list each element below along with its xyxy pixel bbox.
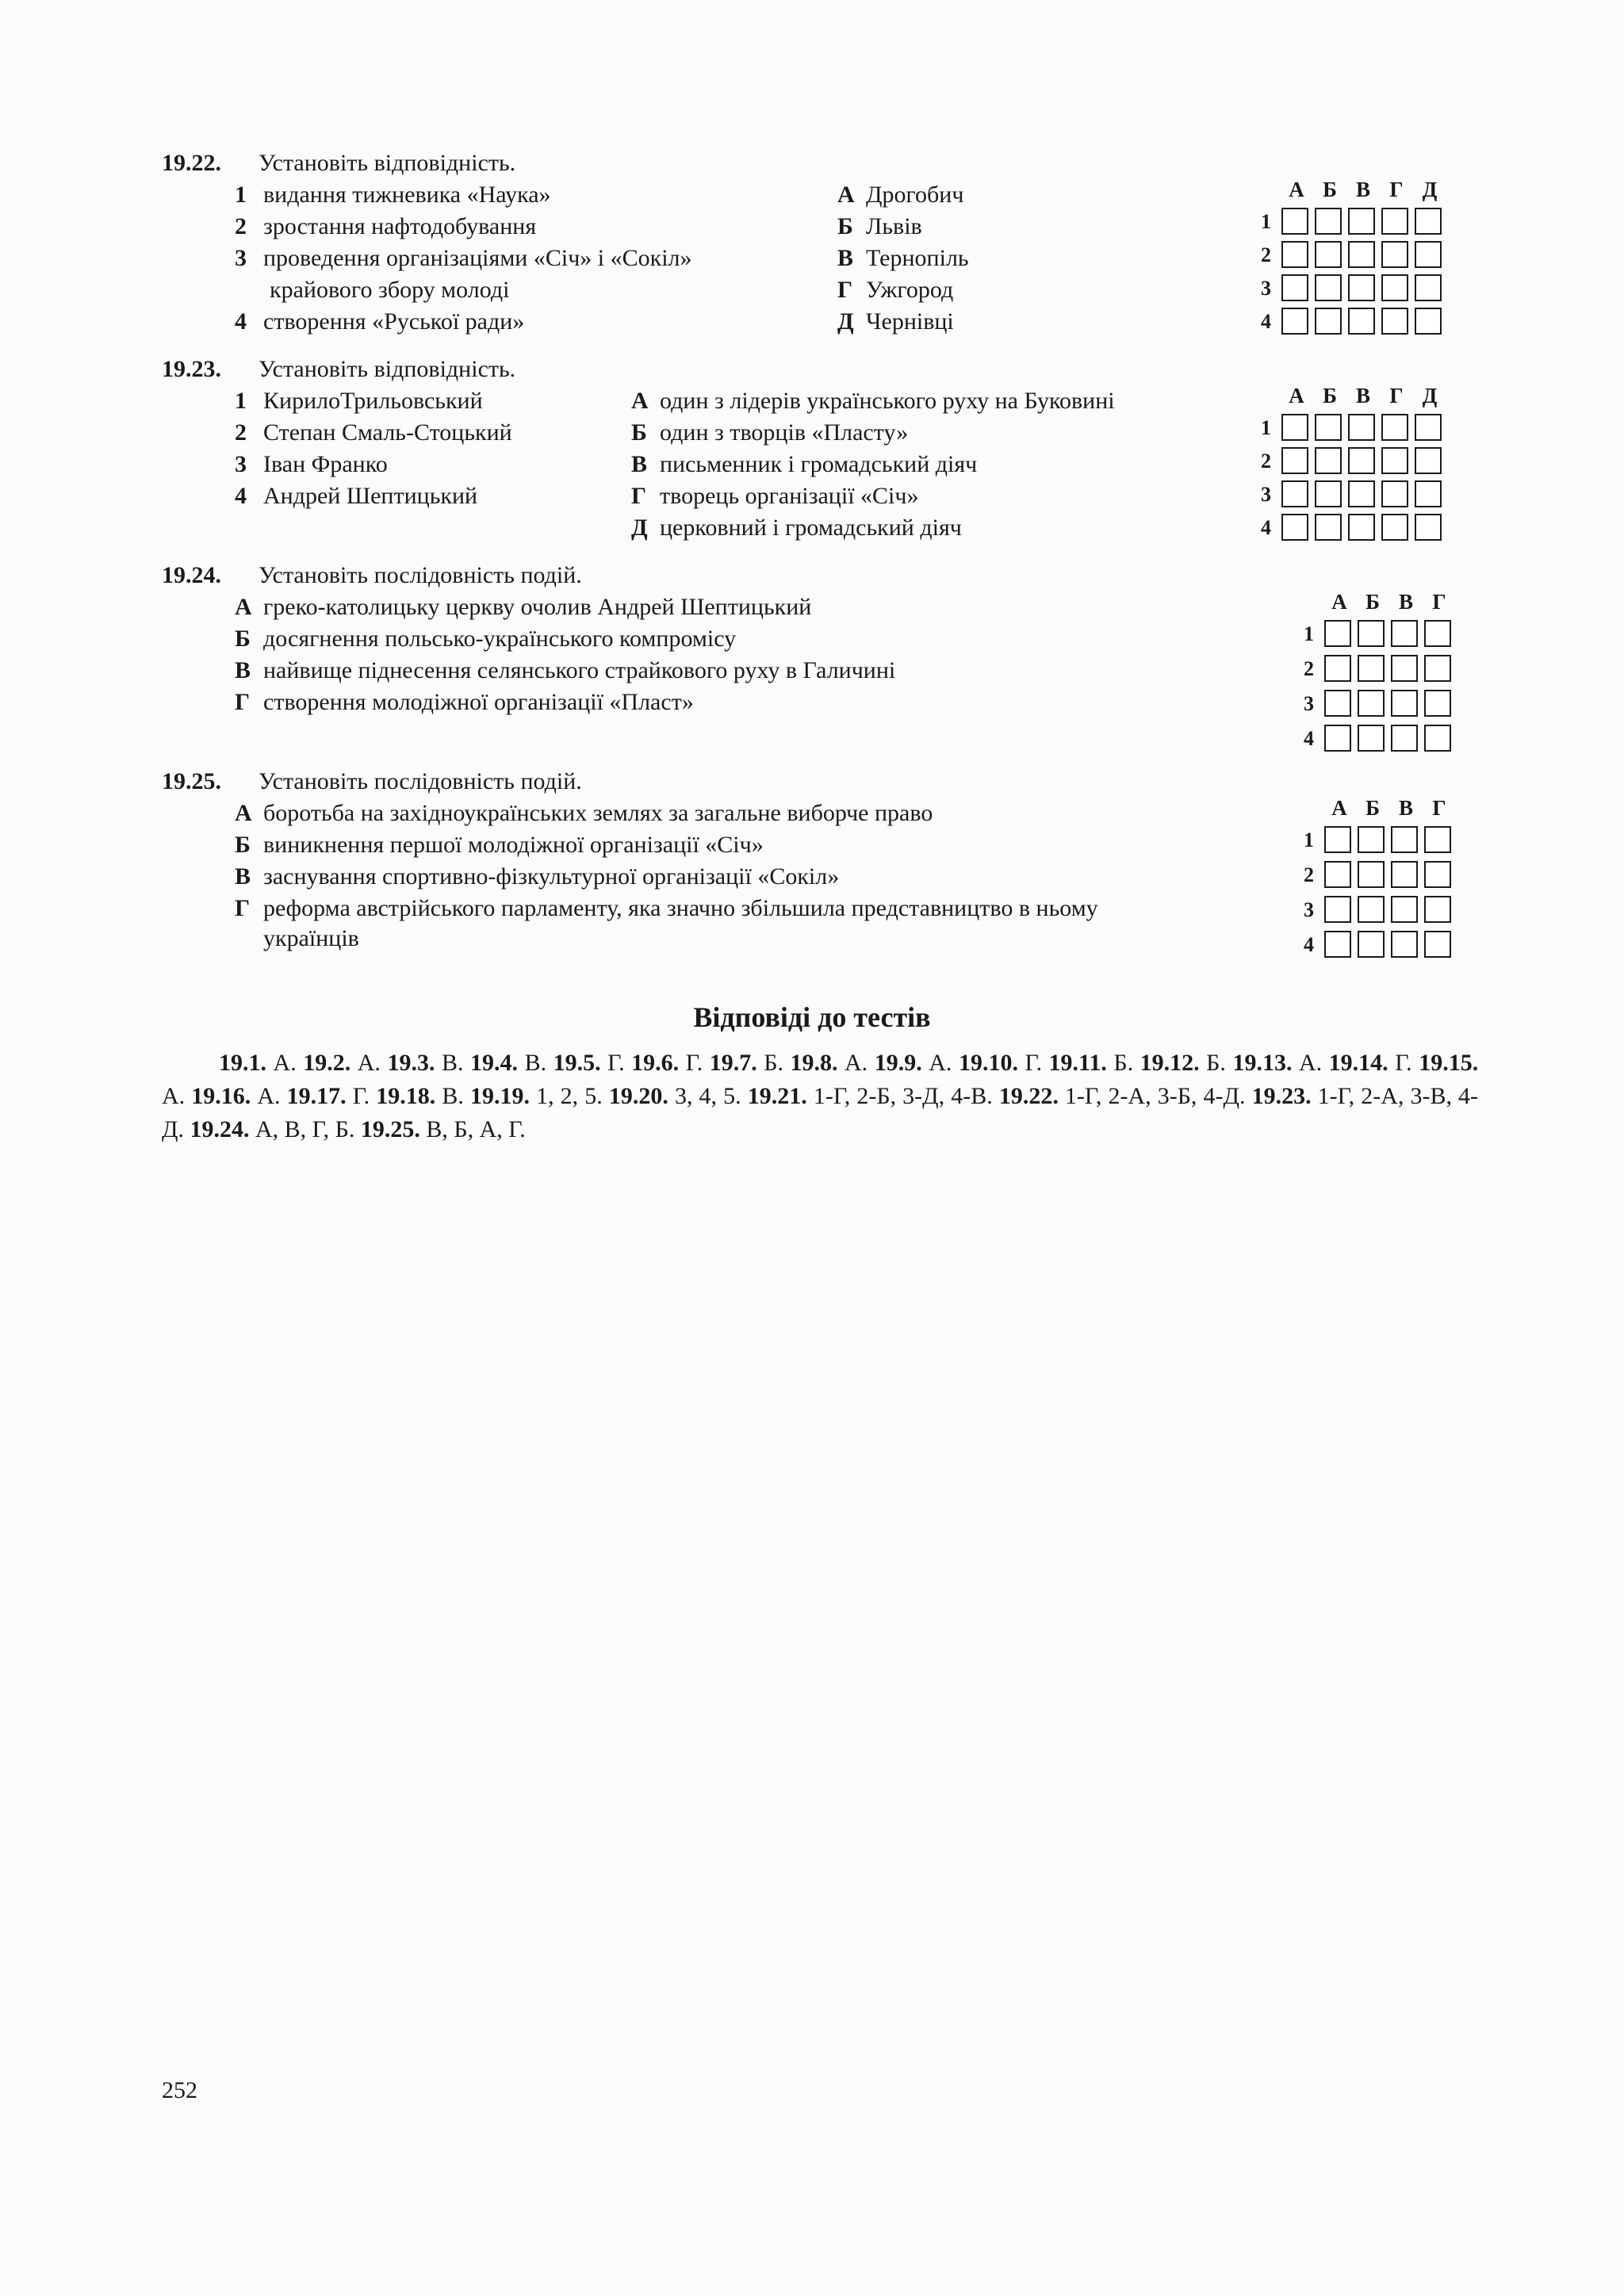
match-right-item — [837, 243, 969, 274]
answer-cell[interactable] — [1391, 931, 1418, 958]
grid-row — [1304, 861, 1470, 890]
page-number: 252 — [162, 2077, 197, 2103]
grid-row — [1261, 208, 1459, 236]
match-left-item — [235, 179, 551, 211]
grid-row-number: 4 — [1304, 933, 1314, 956]
answer-cell[interactable] — [1415, 447, 1442, 474]
answer-cell[interactable] — [1324, 896, 1351, 923]
item-label: В — [235, 657, 251, 683]
grid-column-letters — [1324, 794, 1467, 821]
sequence-item — [235, 829, 764, 861]
answer-cell[interactable] — [1424, 725, 1451, 752]
grid-row-number: 2 — [1304, 657, 1314, 680]
answer-cell[interactable] — [1348, 274, 1375, 301]
grid-row — [1261, 447, 1459, 476]
grid-row — [1304, 896, 1470, 924]
item-text: греко-католицьку церкву очолив Андрей Шептицький — [263, 594, 812, 620]
grid-column-letter: Г — [1389, 178, 1404, 201]
question-header — [162, 354, 1478, 385]
question-prompt: Установіть відповідність. — [259, 150, 516, 176]
answer-number: 19.9. — [874, 1050, 922, 1076]
answer-number: 19.5. — [553, 1050, 601, 1076]
item-text: Андрей Шептицький — [263, 483, 478, 509]
match-left-item — [235, 480, 477, 512]
answer-value: А. — [929, 1050, 952, 1076]
answer-number: 19.23. — [1251, 1083, 1312, 1109]
grid-column-letters — [1281, 382, 1456, 409]
grid-row-number: 2 — [1304, 863, 1314, 886]
sequence-item — [235, 623, 736, 655]
answer-value: Б. — [764, 1050, 783, 1076]
item-label: В — [631, 451, 648, 477]
answer-cell[interactable] — [1324, 655, 1351, 682]
match-right-item — [631, 385, 1115, 417]
answer-cell[interactable] — [1348, 208, 1375, 235]
answer-cell[interactable] — [1358, 826, 1385, 853]
grid-row — [1304, 620, 1470, 649]
item-text: Степан Смаль-Стоцький — [263, 419, 512, 446]
grid-row-number: 1 — [1304, 622, 1314, 645]
item-label: Б — [631, 419, 647, 446]
answer-cell[interactable] — [1415, 208, 1442, 235]
match-right-item — [837, 211, 922, 243]
answer-value: 1-Г, 2-А, 3-В, 4-Д. — [162, 1083, 1479, 1142]
item-label: 3 — [235, 451, 247, 477]
question-header — [162, 147, 1478, 179]
item-label: 2 — [235, 419, 247, 446]
item-label: В — [837, 245, 854, 271]
answer-cell[interactable] — [1424, 931, 1451, 958]
grid-column-letter: В — [1355, 178, 1370, 201]
answer-cell[interactable] — [1281, 514, 1308, 541]
answer-value: 1-Г, 2-А, 3-Б, 4-Д. — [1064, 1083, 1246, 1109]
answer-number: 19.8. — [790, 1050, 838, 1076]
answer-cell[interactable] — [1424, 620, 1451, 647]
grid-row — [1304, 931, 1470, 959]
answer-value: А. — [257, 1083, 281, 1109]
answer-number: 19.7. — [709, 1050, 757, 1076]
grid-column-letter: В — [1398, 796, 1413, 820]
answer-value: А. — [162, 1083, 186, 1109]
grid-row — [1304, 826, 1470, 855]
answer-number: 19.19. — [469, 1083, 530, 1109]
answer-number: 19.22. — [998, 1083, 1059, 1109]
answer-grid — [1304, 794, 1470, 961]
answer-cell[interactable] — [1424, 655, 1451, 682]
grid-row-number: 1 — [1261, 210, 1271, 233]
item-label: А — [235, 800, 252, 826]
answer-value: 3, 4, 5. — [674, 1083, 741, 1109]
answer-number: 19.21. — [747, 1083, 807, 1109]
grid-column-letter: Д — [1422, 178, 1438, 201]
item-text: Тернопіль — [866, 245, 969, 271]
item-text: творець організації «Січ» — [660, 483, 919, 509]
item-label: Г — [837, 277, 853, 303]
answer-cell[interactable] — [1315, 308, 1342, 335]
item-label: А — [837, 182, 855, 208]
grid-column-letters — [1281, 176, 1456, 203]
question-prompt: Установіть послідовність подій. — [259, 768, 582, 794]
item-text: заснування спортивно-фізкультурної організації «Сокіл» — [263, 863, 840, 890]
answer-cell[interactable] — [1348, 480, 1375, 507]
item-label: А — [235, 594, 252, 620]
answer-cell[interactable] — [1381, 414, 1408, 441]
item-label: 1 — [235, 388, 247, 414]
answer-value: 1-Г, 2-Б, 3-Д, 4-В. — [813, 1083, 993, 1109]
answer-grid — [1304, 588, 1470, 755]
answer-number: 19.3. — [387, 1050, 435, 1076]
grid-column-letter: А — [1331, 590, 1347, 614]
item-label: А — [631, 388, 649, 414]
answer-value: Г. — [685, 1050, 703, 1076]
grid-row-number: 4 — [1304, 727, 1314, 750]
item-text: КирилоТрильовський — [263, 388, 483, 414]
match-left-item — [235, 211, 536, 243]
answer-cell[interactable] — [1281, 241, 1308, 268]
answers-title: Відповіді до тестів — [693, 1001, 931, 1033]
answer-cell[interactable] — [1358, 896, 1385, 923]
grid-row-number: 1 — [1304, 828, 1314, 851]
grid-row-number: 3 — [1304, 692, 1314, 715]
grid-row-number: 2 — [1261, 243, 1271, 266]
answer-cell[interactable] — [1381, 514, 1408, 541]
answer-grid — [1261, 176, 1459, 335]
match-right-item — [837, 179, 963, 211]
grid-column-letter: Б — [1365, 796, 1380, 820]
question-19-24 — [162, 560, 1478, 766]
answer-cell[interactable] — [1391, 725, 1418, 752]
answer-number: 19.18. — [376, 1083, 436, 1109]
item-text: українців — [263, 925, 359, 951]
answer-cell[interactable] — [1315, 447, 1342, 474]
grid-column-letter: А — [1289, 178, 1304, 201]
answer-number: 19.20. — [608, 1083, 668, 1109]
answer-cell[interactable] — [1415, 241, 1442, 268]
answer-value: А. — [845, 1050, 868, 1076]
answer-cell[interactable] — [1315, 414, 1342, 441]
answer-number: 19.17. — [286, 1083, 347, 1109]
item-label: Г — [235, 895, 251, 921]
item-text: Дрогобич — [866, 182, 964, 208]
answer-value: 1, 2, 5. — [536, 1083, 603, 1109]
answer-number: 19.10. — [958, 1050, 1018, 1076]
item-text: видання тижневика «Наука» — [263, 182, 551, 208]
item-label: Б — [837, 213, 853, 239]
answer-cell[interactable] — [1315, 241, 1342, 268]
answer-value: Г. — [1025, 1050, 1042, 1076]
grid-column-letter: Г — [1432, 796, 1446, 820]
match-left-item — [235, 449, 388, 480]
answer-value: В. — [524, 1050, 547, 1076]
grid-column-letter: В — [1398, 590, 1413, 614]
answer-cell[interactable] — [1324, 826, 1351, 853]
sequence-item — [235, 923, 359, 955]
grid-column-letters — [1324, 588, 1467, 615]
answer-cell[interactable] — [1391, 861, 1418, 888]
answer-value: В. — [442, 1083, 464, 1109]
answer-cell[interactable] — [1381, 480, 1408, 507]
answer-cell[interactable] — [1391, 620, 1418, 647]
answer-cell[interactable] — [1415, 514, 1442, 541]
item-text: найвище піднесення селянського страйкового руху в Галичині — [263, 657, 896, 683]
grid-row-number: 1 — [1261, 416, 1271, 439]
answer-cell[interactable] — [1415, 414, 1442, 441]
answer-cell[interactable] — [1281, 447, 1308, 474]
answer-cell[interactable] — [1358, 931, 1385, 958]
grid-row — [1261, 514, 1459, 542]
answer-cell[interactable] — [1415, 480, 1442, 507]
answer-cell[interactable] — [1281, 480, 1308, 507]
answer-number: 19.14. — [1328, 1050, 1388, 1076]
answer-cell[interactable] — [1358, 655, 1385, 682]
grid-row — [1304, 725, 1470, 753]
answer-number: 19.13. — [1232, 1050, 1293, 1076]
answer-cell[interactable] — [1381, 447, 1408, 474]
item-label: Б — [235, 832, 251, 858]
item-text: досягнення польсько-українського компромісу — [263, 626, 737, 652]
item-label: 4 — [235, 308, 247, 335]
sequence-item — [235, 861, 839, 893]
item-text: створення молодіжної організації «Пласт» — [263, 689, 694, 715]
answer-cell[interactable] — [1381, 308, 1408, 335]
item-text: Ужгород — [866, 277, 954, 303]
answer-number: 19.6. — [631, 1050, 680, 1076]
answer-number: 19.24. — [190, 1116, 250, 1142]
item-label: 2 — [235, 213, 247, 239]
grid-row-number: 3 — [1304, 898, 1314, 921]
match-right-item — [631, 449, 977, 480]
question-prompt: Установіть послідовність подій. — [259, 562, 582, 588]
answer-number: 19.11. — [1048, 1050, 1107, 1076]
grid-row-number: 3 — [1261, 277, 1271, 300]
question-prompt: Установіть відповідність. — [259, 356, 516, 382]
answer-cell[interactable] — [1315, 208, 1342, 235]
question-number: 19.24. — [162, 562, 221, 588]
sequence-item — [235, 591, 811, 623]
answer-cell[interactable] — [1424, 826, 1451, 853]
question-number: 19.22. — [162, 150, 221, 176]
item-label: Г — [631, 483, 647, 509]
answer-cell[interactable] — [1381, 274, 1408, 301]
grid-row — [1304, 690, 1470, 718]
item-text: Чернівці — [866, 308, 954, 335]
question-19-25 — [162, 766, 1478, 972]
question-header — [162, 560, 1478, 591]
answer-cell[interactable] — [1424, 861, 1451, 888]
item-text: один з творців «Пласту» — [660, 419, 909, 446]
answer-number: 19.1. — [219, 1050, 266, 1076]
answer-value: А. — [273, 1050, 297, 1076]
sequence-item — [235, 893, 1098, 924]
item-text: крайового збору молоді — [270, 277, 510, 303]
sequence-item — [235, 798, 933, 829]
answer-cell[interactable] — [1381, 208, 1408, 235]
answer-cell[interactable] — [1348, 241, 1375, 268]
answer-number: 19.16. — [191, 1083, 251, 1109]
answer-grid — [1261, 382, 1459, 541]
grid-row — [1261, 308, 1459, 336]
item-text: письменник і громадський діяч — [660, 451, 978, 477]
answer-value: А, В, Г, Б. — [255, 1116, 355, 1142]
match-left-item — [235, 385, 483, 417]
answer-cell[interactable] — [1324, 725, 1351, 752]
answer-cell[interactable] — [1315, 274, 1342, 301]
grid-column-letter: Г — [1389, 384, 1404, 408]
answer-cell[interactable] — [1348, 514, 1375, 541]
grid-column-letter: Г — [1432, 590, 1446, 614]
answer-cell[interactable] — [1391, 826, 1418, 853]
question-number: 19.23. — [162, 356, 221, 382]
match-right-item — [631, 512, 962, 544]
answer-cell[interactable] — [1324, 931, 1351, 958]
answer-cell[interactable] — [1424, 690, 1451, 717]
answer-number: 19.25. — [360, 1116, 420, 1142]
answer-cell[interactable] — [1358, 620, 1385, 647]
sequence-item — [235, 655, 895, 687]
answer-number: 19.12. — [1139, 1050, 1200, 1076]
item-text: зростання нафтодобування — [263, 213, 537, 239]
grid-column-letter: В — [1355, 384, 1370, 408]
answer-number: 19.15. — [1419, 1050, 1479, 1076]
item-text: проведення організаціями «Січ» і «Сокіл» — [263, 245, 692, 271]
grid-row-number: 3 — [1261, 483, 1271, 506]
item-label: 3 — [235, 245, 247, 271]
answer-value: В. — [442, 1050, 464, 1076]
item-text: Іван Франко — [263, 451, 388, 477]
match-right-item — [837, 274, 953, 306]
item-label: Б — [235, 626, 251, 652]
grid-row — [1261, 480, 1459, 509]
answer-value: Б. — [1113, 1050, 1134, 1076]
answer-cell[interactable] — [1358, 725, 1385, 752]
answer-cell[interactable] — [1358, 861, 1385, 888]
match-right-item — [837, 306, 954, 338]
question-header — [162, 766, 1478, 798]
item-label: Д — [631, 515, 648, 541]
grid-row-number: 4 — [1261, 310, 1271, 333]
match-left-item — [235, 306, 524, 338]
answer-value: Г. — [1395, 1050, 1412, 1076]
item-text: один з лідерів українського руху на Буковині — [660, 388, 1115, 414]
answer-cell[interactable] — [1348, 414, 1375, 441]
grid-column-letter: Д — [1422, 384, 1438, 408]
answer-value: Г. — [607, 1050, 625, 1076]
answer-cell[interactable] — [1281, 208, 1308, 235]
answer-cell[interactable] — [1315, 480, 1342, 507]
item-text: боротьба на західноукраїнських землях за загальне виборче право — [263, 800, 933, 826]
item-label: 4 — [235, 483, 247, 509]
answer-cell[interactable] — [1324, 861, 1351, 888]
item-text: виникнення першої молодіжної організації «Січ» — [263, 832, 764, 858]
match-right-item — [631, 417, 908, 449]
answer-cell[interactable] — [1391, 690, 1418, 717]
answer-cell[interactable] — [1391, 655, 1418, 682]
answer-cell[interactable] — [1281, 414, 1308, 441]
answers-list — [162, 1047, 1478, 1146]
grid-column-letter: А — [1289, 384, 1304, 408]
item-label: Г — [235, 689, 251, 715]
answer-value: Г. — [352, 1083, 370, 1109]
answer-value: Б. — [1206, 1050, 1226, 1076]
question-19-23 — [162, 354, 1478, 552]
answer-cell[interactable] — [1324, 690, 1351, 717]
grid-row — [1304, 655, 1470, 683]
item-text: створення «Руської ради» — [263, 308, 525, 335]
sequence-item — [235, 687, 694, 718]
item-label: В — [235, 863, 251, 890]
grid-column-letter: А — [1331, 796, 1347, 820]
answer-cell[interactable] — [1381, 241, 1408, 268]
match-left-item — [235, 417, 512, 449]
answer-cell[interactable] — [1281, 308, 1308, 335]
match-right-item — [631, 480, 918, 512]
answer-cell[interactable] — [1348, 447, 1375, 474]
answer-number: 19.2. — [303, 1050, 351, 1076]
grid-column-letter: Б — [1323, 178, 1337, 201]
grid-row-number: 4 — [1261, 516, 1271, 539]
grid-row-number: 2 — [1261, 450, 1271, 473]
answer-cell[interactable] — [1348, 308, 1375, 335]
match-left-item — [235, 274, 509, 306]
answer-number: 19.4. — [470, 1050, 519, 1076]
item-text: реформа австрійського парламенту, яка значно збільшила представництво в ньому — [263, 895, 1098, 921]
answer-cell[interactable] — [1415, 274, 1442, 301]
item-label: Д — [837, 308, 854, 335]
answer-cell[interactable] — [1415, 308, 1442, 335]
answer-value: А. — [1298, 1050, 1323, 1076]
answer-cell[interactable] — [1358, 690, 1385, 717]
question-number: 19.25. — [162, 768, 221, 794]
answer-value: В, Б, А, Г. — [426, 1116, 526, 1142]
answer-cell[interactable] — [1391, 896, 1418, 923]
answer-cell[interactable] — [1281, 274, 1308, 301]
answer-cell[interactable] — [1424, 896, 1451, 923]
item-text: Львів — [866, 213, 922, 239]
answer-cell[interactable] — [1315, 514, 1342, 541]
item-text: церковний і громадський діяч — [660, 515, 962, 541]
grid-row — [1261, 241, 1459, 270]
grid-column-letter: Б — [1365, 590, 1380, 614]
item-label: 1 — [235, 182, 247, 208]
grid-row — [1261, 274, 1459, 303]
answer-value: А. — [357, 1050, 381, 1076]
grid-column-letter: Б — [1323, 384, 1337, 408]
match-left-item — [235, 243, 692, 274]
question-19-22 — [162, 147, 1478, 354]
grid-row — [1261, 414, 1459, 442]
answer-cell[interactable] — [1324, 620, 1351, 647]
